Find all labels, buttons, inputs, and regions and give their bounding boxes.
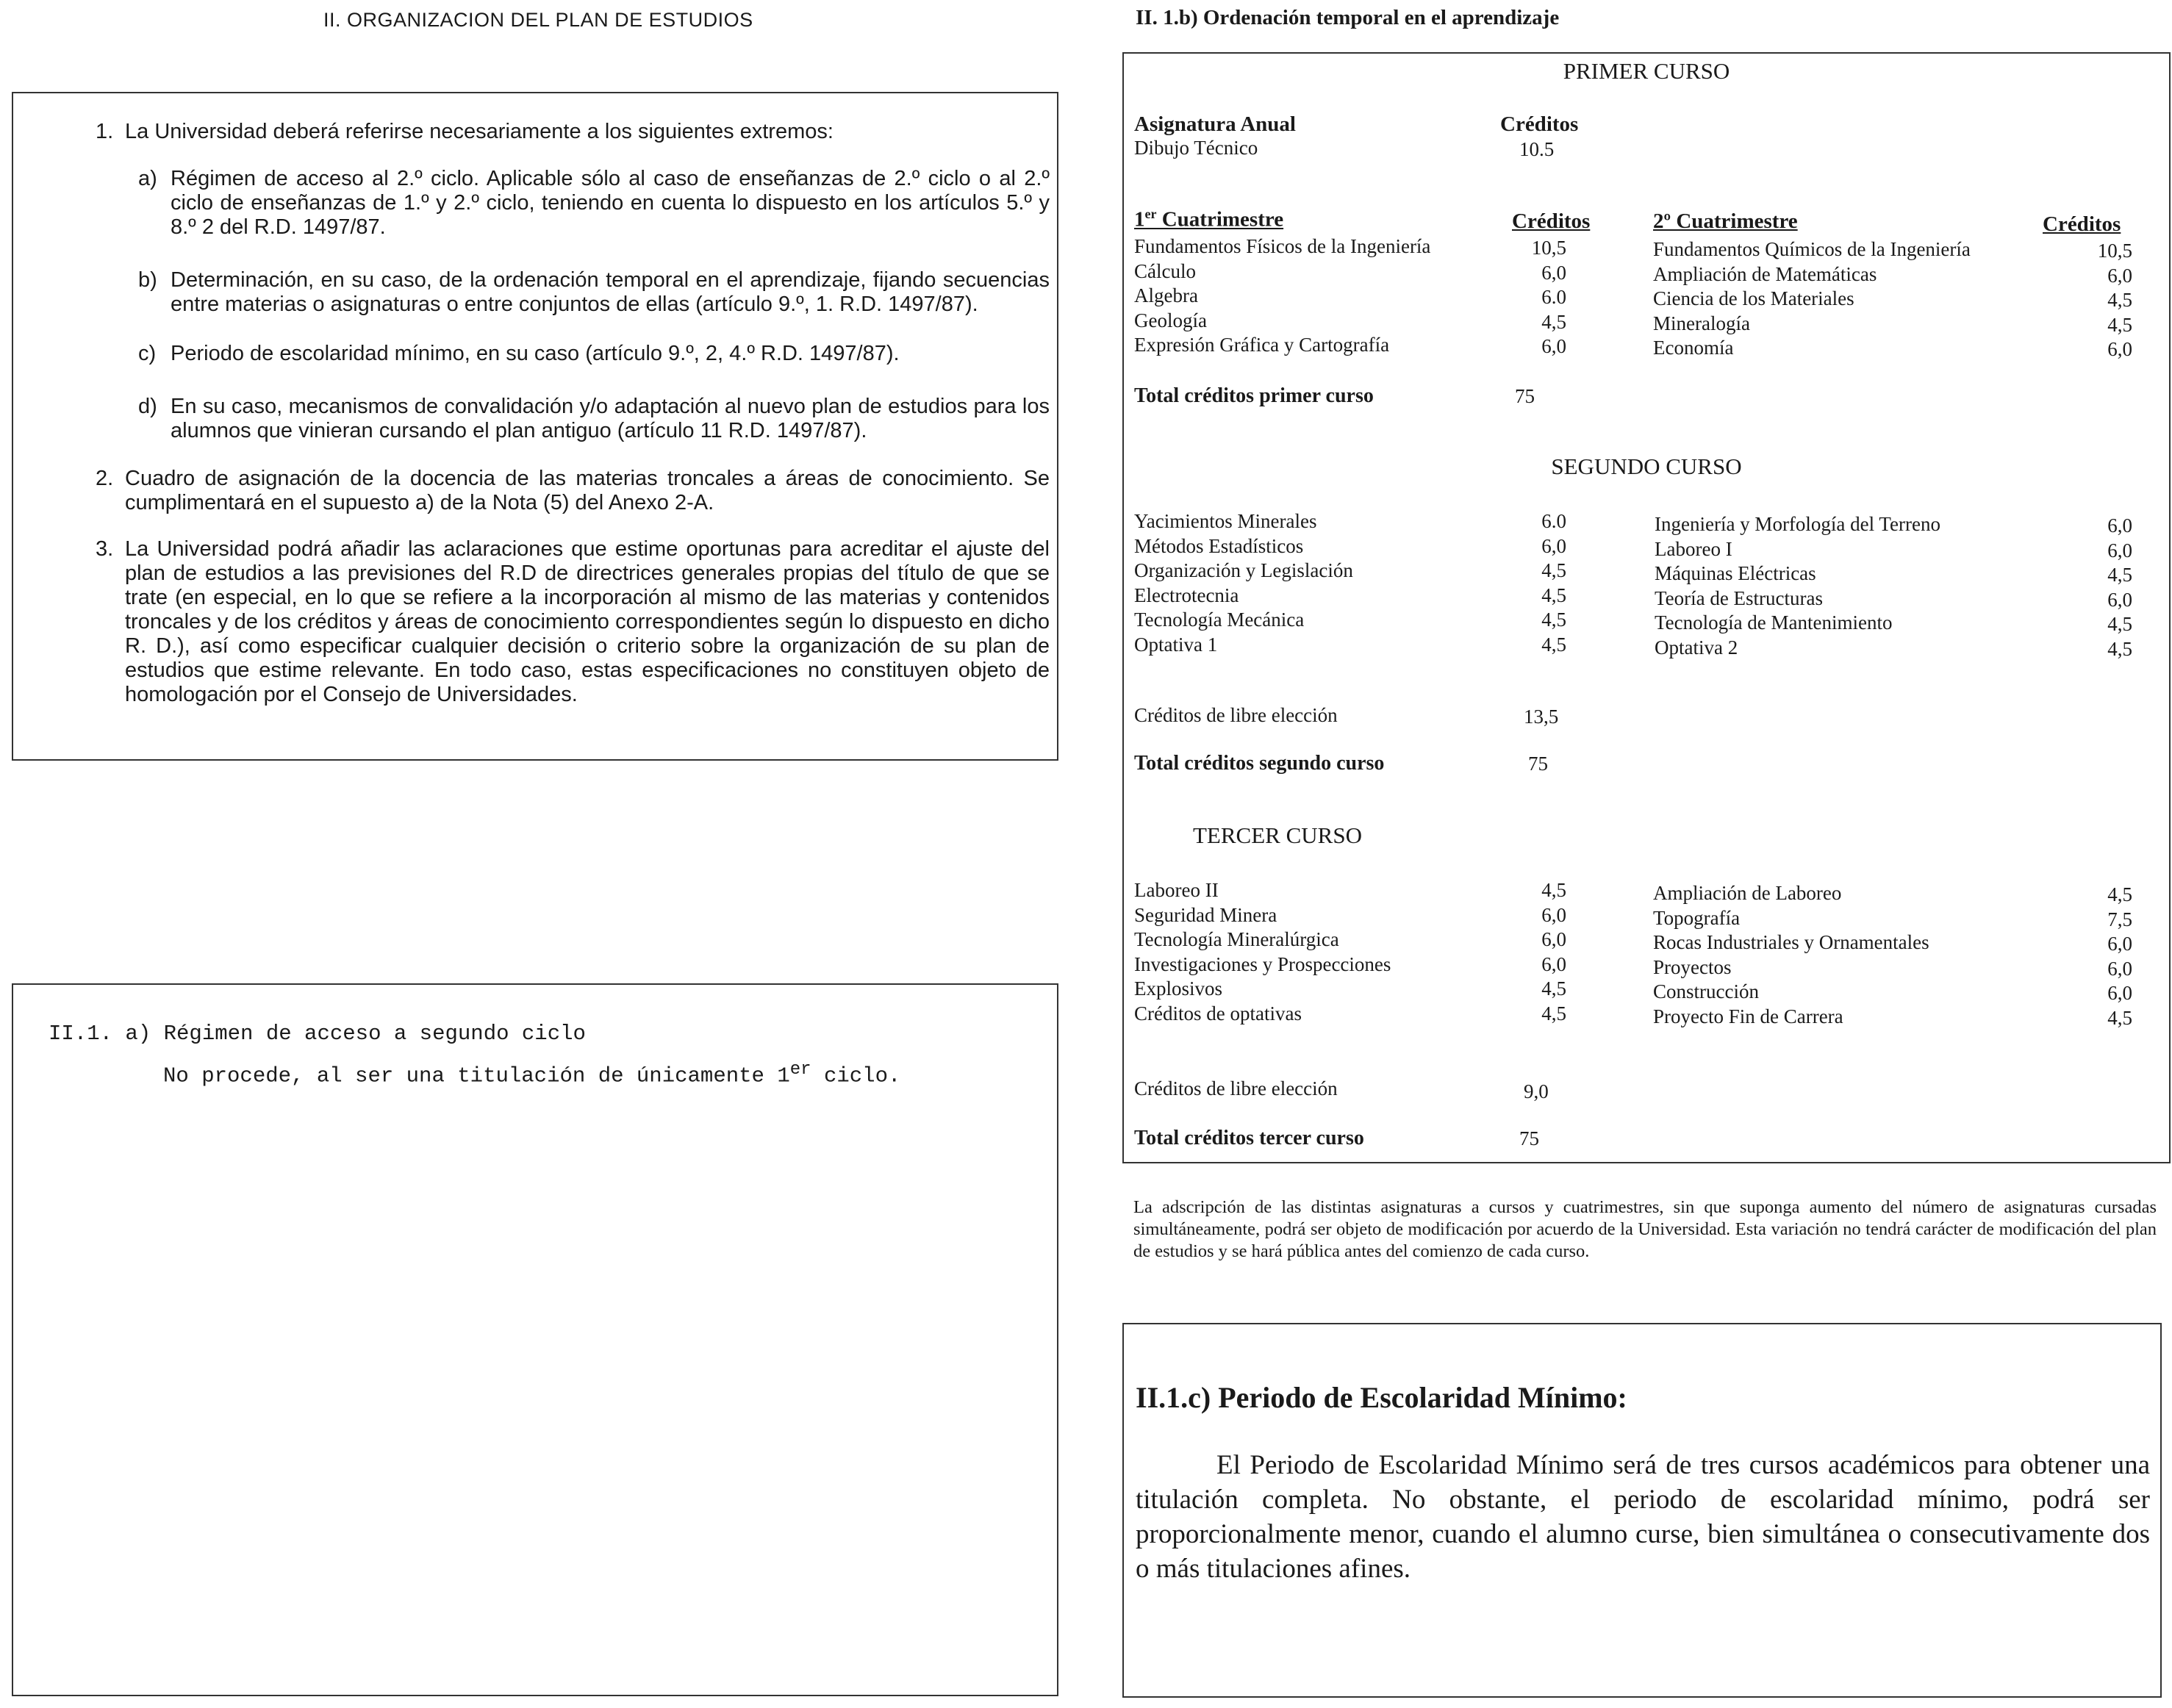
list-item: Ciencia de los Materiales <box>1653 287 1854 309</box>
tercer-c1-credits <box>1506 878 1566 1026</box>
list-item: Tecnología Mineralúrgica <box>1134 928 1339 950</box>
access-text-main: No procede, al ser una titulación de únicamente 1 <box>163 1063 790 1088</box>
primer-c1-credits <box>1506 236 1566 359</box>
list-item: Proyectos <box>1653 955 1732 978</box>
segundo-total-label: Total créditos segundo curso <box>1134 752 1385 775</box>
list-item: Máquinas Eléctricas <box>1655 562 1816 584</box>
primer-c2-subjects <box>1653 237 1971 361</box>
credit-value: 6,0 <box>2107 982 2132 1004</box>
segundo-c2-subjects <box>1655 512 1940 660</box>
credit-value: 6,0 <box>1541 261 1566 284</box>
access-regime-box <box>12 983 1058 1696</box>
c1-heading-rest: Cuatrimestre <box>1156 207 1284 232</box>
credit-value: 4,5 <box>1541 609 1566 631</box>
credit-value: 6,0 <box>2107 539 2132 561</box>
schedule-note: La adscripción de las distintas asignaturas a cursos y cuatrimestres, sin que suponga aumento del número de asignaturas cursadas simultáneamente, podrá ser objeto de modificación por acuerdo de la Universidad. Esta variación no tendrá carácter de modificación del plan de estudios y se hará pública antes del comienzo de cada curso. <box>1133 1197 2157 1261</box>
credit-value: 4,5 <box>1541 977 1566 1000</box>
item-c-text: Periodo de escolaridad mínimo, en su caso (artículo 9.º, 2, 4.º R.D. 1497/87). <box>171 342 900 365</box>
access-text-end: ciclo. <box>811 1063 901 1088</box>
tercer-c1-subjects <box>1134 878 1391 1026</box>
tercer-curso-title: TERCER CURSO <box>1193 822 1362 848</box>
list-item: Teoría de Estructuras <box>1655 586 1824 609</box>
list-item: Optativa 2 <box>1655 636 1738 659</box>
item-1-text: La Universidad deberá referirse necesariamente a los siguientes extremos: <box>125 120 834 143</box>
list-item: Fundamentos Físicos de la Ingeniería <box>1134 235 1431 257</box>
anual-creditos-label: Créditos <box>1500 112 1579 136</box>
primer-total-value: 75 <box>1515 385 1535 407</box>
primer-c2-credits <box>2072 239 2132 362</box>
credit-value: 4,5 <box>2107 613 2132 635</box>
item-2-number: 2. <box>96 467 114 490</box>
minimum-period-box <box>1122 1323 2162 1698</box>
credit-value: 4,5 <box>1541 559 1566 581</box>
segundo-c2-credits <box>2072 514 2132 661</box>
item-3-text: La Universidad podrá añadir las aclaraciones que estime oportunas para acreditar el ajuste del plan de estudios a las previsiones del R.D de directrices generales propias del título de que se trate (en especial, en lo que se refiere a la incorporación al mismo de las materias y contenidos troncales y de los créditos y áreas de conocimiento correspondientes según lo dispuesto en dicho R. D.), así como especificar cualquier decisión o criterio sobre la organización de su plan de estudios que estime relevante. En todo caso, estas especificaciones no constituyen objeto de homologación por el Consejo de Universidades. <box>125 537 1050 706</box>
credit-value: 6.0 <box>1541 510 1566 532</box>
primer-c1-heading <box>1134 207 1283 232</box>
list-item: Electrotecnia <box>1134 584 1239 606</box>
list-item: Economía <box>1653 337 1734 359</box>
list-item: Seguridad Minera <box>1134 903 1277 926</box>
credit-value: 6,0 <box>2107 514 2132 537</box>
segundo-total-value: 75 <box>1528 753 1548 775</box>
tercer-total-value: 75 <box>1519 1127 1539 1149</box>
anual-credit: 10.5 <box>1519 138 1555 160</box>
tercer-libre-value: 9,0 <box>1524 1080 1549 1102</box>
list-item: Ampliación de Matemáticas <box>1653 262 1877 285</box>
credit-value: 4,5 <box>2107 289 2132 311</box>
credit-value: 6,0 <box>2107 338 2132 360</box>
primer-curso-title: PRIMER CURSO <box>1563 58 1730 84</box>
instructions-box <box>12 92 1058 761</box>
list-item: Créditos de optativas <box>1134 1002 1302 1025</box>
credit-value: 4,5 <box>2107 1006 2132 1029</box>
credit-value: 4,5 <box>2107 564 2132 586</box>
primer-c2-heading: 2º Cuatrimestre <box>1653 209 1798 233</box>
list-item: Organización y Legislación <box>1134 559 1353 581</box>
credit-value: 6,0 <box>1541 928 1566 950</box>
segundo-c1-credits <box>1506 509 1566 657</box>
item-b-text: Determinación, en su caso, de la ordenación temporal en el aprendizaje, fijando secuencias entre materias o asignaturas o entre conjuntos de ellas (artículo 9.º, 1. R.D. 1497/87). <box>171 268 1050 316</box>
page-header-left: II. ORGANIZACION DEL PLAN DE ESTUDIOS <box>323 9 753 31</box>
access-text-sup: er <box>789 1060 811 1080</box>
item-3-number: 3. <box>96 537 114 561</box>
anual-subject: Dibujo Técnico <box>1134 137 1258 159</box>
list-item: Algebra <box>1134 284 1198 306</box>
list-item: Tecnología Mecánica <box>1134 609 1305 631</box>
course-schedule-table <box>1122 52 2171 1163</box>
credit-value: 10,5 <box>1531 237 1566 259</box>
segundo-libre-value: 13,5 <box>1524 706 1559 728</box>
list-item: Laboreo II <box>1134 879 1219 901</box>
primer-total-label: Total créditos primer curso <box>1134 384 1374 407</box>
list-item: Tecnología de Mantenimiento <box>1655 611 1893 634</box>
item-a-text: Régimen de acceso al 2.º ciclo. Aplicable sólo al caso de enseñanzas de 2.º ciclo o al 2.º ciclo de enseñanzas de 1.º y 2.º ciclo, teniendo en cuenta lo dispuesto en los artículos 5.º y 8.º 2 del R.D. 1497/87. <box>171 167 1050 239</box>
credit-value: 4,5 <box>1541 633 1566 656</box>
list-item: Métodos Estadísticos <box>1134 534 1304 557</box>
primer-c1-creditos-heading: Créditos <box>1512 209 1591 233</box>
list-item: Laboreo I <box>1655 537 1732 560</box>
segundo-c1-subjects <box>1134 509 1353 657</box>
credit-value: 6,0 <box>1541 335 1566 357</box>
credit-value: 6,0 <box>2107 933 2132 955</box>
item-d-label: d) <box>138 395 157 418</box>
item-b-label: b) <box>138 268 157 292</box>
tercer-libre-label: Créditos de libre elección <box>1134 1077 1338 1099</box>
list-item: Topografía <box>1653 906 1741 929</box>
credit-value: 4,5 <box>1541 584 1566 606</box>
list-item: Ingeniería y Morfología del Terreno <box>1655 513 1940 535</box>
credit-value: 10,5 <box>2097 240 2132 262</box>
credit-value: 4,5 <box>2107 313 2132 336</box>
access-text <box>163 1060 900 1088</box>
list-item: Yacimientos Minerales <box>1134 510 1317 532</box>
credit-value: 6,0 <box>2107 957 2132 980</box>
list-item: Geología <box>1134 309 1207 331</box>
primer-c1-subjects <box>1134 234 1430 358</box>
list-item: Explosivos <box>1134 977 1223 1000</box>
tercer-c2-credits <box>2072 883 2132 1030</box>
credit-value: 6,0 <box>1541 534 1566 557</box>
list-item: Fundamentos Químicos de la Ingeniería <box>1653 238 1971 260</box>
list-item: Optativa 1 <box>1134 633 1218 656</box>
credit-value: 6,0 <box>1541 903 1566 926</box>
anual-label: Asignatura Anual <box>1134 112 1296 136</box>
c1-heading-sup: er <box>1144 207 1157 221</box>
c1-heading-num: 1 <box>1134 207 1145 232</box>
page-header-right: II. 1.b) Ordenación temporal en el aprendizaje <box>1136 6 1560 29</box>
credit-value: 4,5 <box>2107 883 2132 905</box>
item-2-text: Cuadro de asignación de la docencia de las materias troncales a áreas de conocimiento. Se cumplimentará en el supuesto a) de la Nota (5) del Anexo 2-A. <box>125 467 1050 514</box>
list-item: Expresión Gráfica y Cartografía <box>1134 334 1390 356</box>
list-item: Construcción <box>1653 980 1759 1002</box>
item-c-label: c) <box>138 342 157 365</box>
credit-value: 6,0 <box>2107 588 2132 611</box>
credit-value: 4,5 <box>1541 310 1566 333</box>
credit-value: 6,0 <box>1541 952 1566 975</box>
item-a-label: a) <box>138 167 157 190</box>
credit-value: 4,5 <box>1541 879 1566 901</box>
item-d-text: En su caso, mecanismos de convalidación y/o adaptación al nuevo plan de estudios para los alumnos que vinieran cursando el plan antiguo (artículo 11 R.D. 1497/87). <box>171 395 1050 442</box>
minimum-period-title: II.1.c) Periodo de Escolaridad Mínimo: <box>1136 1381 1627 1414</box>
list-item: Cálculo <box>1134 259 1196 282</box>
list-item: Ampliación de Laboreo <box>1653 882 1842 904</box>
segundo-libre-label: Créditos de libre elección <box>1134 704 1338 726</box>
tercer-c2-subjects <box>1653 881 1929 1029</box>
list-item: Mineralogía <box>1653 312 1750 334</box>
primer-c2-creditos-heading: Créditos <box>2043 212 2121 236</box>
credit-value: 4,5 <box>2107 637 2132 660</box>
list-item: Proyecto Fin de Carrera <box>1653 1005 1843 1027</box>
item-1-number: 1. <box>96 120 114 143</box>
access-title: II.1. a) Régimen de acceso a segundo ciclo <box>49 1022 586 1046</box>
credit-value: 6,0 <box>2107 264 2132 287</box>
tercer-total-label: Total créditos tercer curso <box>1134 1127 1364 1149</box>
list-item: Rocas Industriales y Ornamentales <box>1653 931 1929 953</box>
credit-value: 7,5 <box>2107 908 2132 930</box>
credit-value: 4,5 <box>1541 1002 1566 1025</box>
list-item: Investigaciones y Prospecciones <box>1134 952 1391 975</box>
minimum-period-body: El Periodo de Escolaridad Mínimo será de tres cursos académicos para obtener una titulación completa. No obstante, el periodo de escolaridad mínimo, podrá ser proporcionalmente menor, cuando el alumno curse, bien simultánea o consecutivamente dos o más titulaciones afines. <box>1136 1450 2150 1584</box>
credit-value: 6.0 <box>1541 286 1566 308</box>
segundo-curso-title: SEGUNDO CURSO <box>1551 453 1742 479</box>
